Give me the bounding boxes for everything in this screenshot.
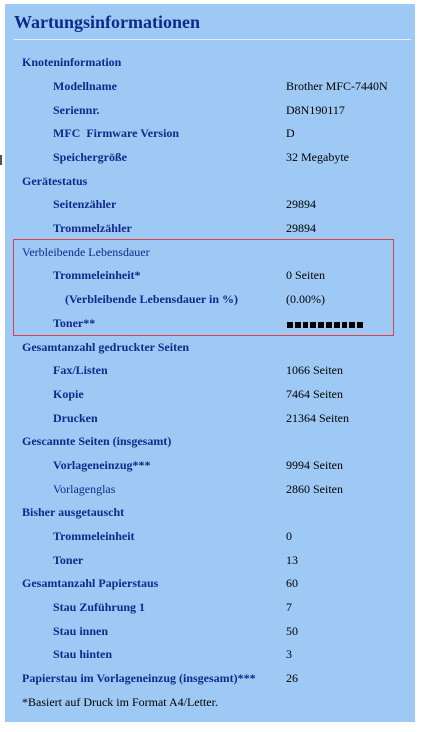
row-value: D8N190117 [286, 103, 345, 117]
row-value: 0 Seiten [286, 268, 325, 282]
page-title: Wartungsinformationen [14, 12, 201, 32]
section-label: Gerätestatus [22, 174, 88, 188]
row-value: 7464 Seiten [286, 387, 343, 401]
row-label: Vorlagenglas [53, 482, 116, 496]
row-document-feeder [5, 455, 415, 475]
row-label: Drucken [53, 411, 98, 425]
footnote-a4-letter [5, 692, 415, 712]
toner-level-segment [295, 322, 301, 328]
toner-level-segment [326, 322, 332, 328]
toner-level-segment [310, 322, 316, 328]
row-firmware-version [5, 123, 415, 143]
toner-level-segment [342, 322, 348, 328]
section-remaining-life [5, 242, 415, 262]
toner-level-bar [287, 322, 363, 328]
section-label: Gesamtanzahl Papierstaus [22, 576, 159, 590]
row-label: (Verbleibende Lebensdauer in %) [65, 292, 239, 306]
row-remaining-life-percent [5, 289, 415, 309]
row-label: Stau Zuführung 1 [53, 600, 146, 614]
row-jam-rear [5, 644, 415, 664]
row-label: Fax/Listen [53, 363, 108, 377]
row-value: 13 [286, 553, 298, 567]
row-value: Brother MFC-7440N [286, 79, 388, 93]
section-label: Papierstau im Vorlageneinzug (insgesamt)*** [22, 671, 256, 685]
row-drum-counter [5, 218, 415, 238]
row-label: Modellname [53, 79, 117, 93]
section-label: Gesamtanzahl gedruckter Seiten [22, 340, 190, 354]
section-total-printed [5, 337, 415, 357]
row-drum-unit-life [5, 265, 415, 285]
toner-level-segment [349, 322, 355, 328]
row-label: Trommelzähler [53, 221, 132, 235]
row-fax-lists [5, 360, 415, 380]
row-print [5, 408, 415, 428]
row-value: 7 [286, 600, 292, 614]
footnote-text: *Basiert auf Druck im Format A4/Letter. [22, 695, 218, 709]
row-feeder-jams-total [5, 668, 415, 688]
toner-level-segment [334, 322, 340, 328]
row-value: 9994 Seiten [286, 458, 343, 472]
toner-level-segment [287, 322, 293, 328]
toner-level-segment [318, 322, 324, 328]
row-label: Kopie [53, 387, 84, 401]
row-value: 1066 Seiten [286, 363, 343, 377]
row-jam-feeder-1 [5, 597, 415, 617]
row-label: Seitenzähler [53, 197, 117, 211]
row-label: Toner [53, 553, 84, 567]
row-total-paper-jams [5, 573, 415, 593]
row-label: Trommeleinheit [53, 529, 135, 543]
row-page-counter [5, 194, 415, 214]
row-serial-number [5, 100, 415, 120]
row-label: Stau innen [53, 624, 109, 638]
row-value: 32 Megabyte [286, 150, 349, 164]
row-value: 29894 [286, 221, 316, 235]
section-device-status [5, 171, 415, 191]
row-value: 0 [286, 529, 292, 543]
row-label: Trommeleinheit* [53, 268, 141, 282]
section-label: Gescannte Seiten (insgesamt) [22, 434, 172, 448]
row-label: Speichergröße [53, 150, 127, 164]
toner-level-segment [357, 322, 363, 328]
row-value: (0.00%) [286, 292, 325, 306]
row-label: Seriennr. [53, 103, 100, 117]
row-value: 60 [286, 576, 298, 590]
row-label: Vorlageneinzug*** [53, 458, 151, 472]
row-value: 29894 [286, 197, 316, 211]
section-label: Knoteninformation [22, 55, 122, 69]
toner-level-segment [303, 322, 309, 328]
row-value: D [286, 126, 295, 140]
section-scanned-pages [5, 431, 415, 451]
row-value: 21364 Seiten [286, 411, 349, 425]
row-toner-replaced [5, 550, 415, 570]
maintenance-info-panel [5, 4, 415, 722]
row-label: MFC Firmware Version [53, 126, 180, 140]
row-label: Toner** [53, 316, 96, 330]
row-jam-inside [5, 621, 415, 641]
window-edge-marker [0, 155, 2, 165]
row-copy [5, 384, 415, 404]
row-value: 3 [286, 647, 292, 661]
section-label: Bisher ausgetauscht [22, 505, 125, 519]
row-model-name [5, 76, 415, 96]
row-value: 2860 Seiten [286, 482, 343, 496]
section-replaced [5, 502, 415, 522]
row-drum-replaced [5, 526, 415, 546]
row-label: Stau hinten [53, 647, 113, 661]
section-label: Verbleibende Lebensdauer [22, 245, 150, 259]
title-divider [14, 39, 411, 40]
row-value: 50 [286, 624, 298, 638]
row-memory-size [5, 147, 415, 167]
row-scanner-glass [5, 479, 415, 499]
row-value: 26 [286, 671, 298, 685]
section-node-info [5, 52, 415, 72]
